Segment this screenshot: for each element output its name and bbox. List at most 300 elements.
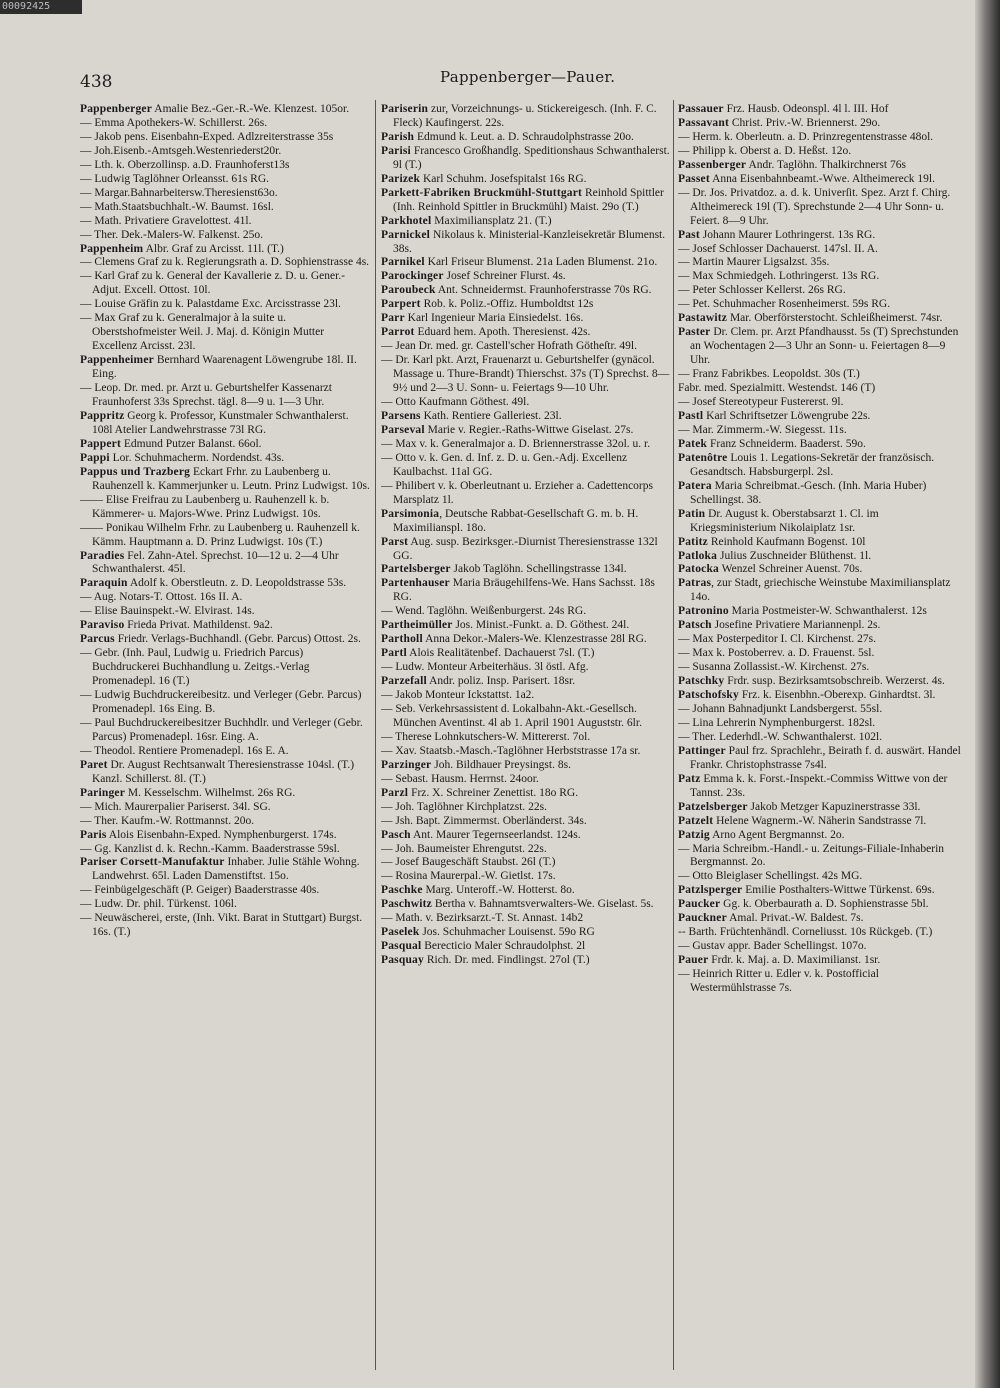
entry-details: Karl Schuhm. Josefspitalst 16s RG. bbox=[420, 172, 587, 185]
entry-details: — Otto Kaufmann Göthest. 49l. bbox=[381, 396, 530, 409]
entry-details: Julius Zuschneider Blüthenst. 1l. bbox=[717, 549, 872, 562]
entry-details: Josef Schreiner Flurst. 4s. bbox=[443, 270, 566, 283]
directory-entry bbox=[80, 550, 370, 578]
entry-details: Friedr. Verlags-Buchhandl. (Gebr. Parcus) Ottost. 2s. bbox=[114, 633, 361, 646]
entry-details: — Xav. Staatsb.-Masch.-Taglöhner Herbststrasse 17a sr. bbox=[381, 744, 641, 757]
entry-details: Frieda Privat. Mathildenst. 9a2. bbox=[124, 619, 273, 632]
directory-entry bbox=[678, 382, 966, 396]
entry-surname: Pappenberger bbox=[80, 103, 153, 115]
entry-surname: Patek bbox=[678, 437, 708, 450]
directory-entry bbox=[80, 633, 370, 647]
directory-entry bbox=[80, 717, 370, 745]
directory-entry bbox=[80, 787, 370, 801]
directory-entry bbox=[678, 912, 966, 926]
directory-entry bbox=[381, 759, 671, 773]
directory-entry bbox=[80, 229, 370, 243]
page-number: 438 bbox=[80, 72, 113, 92]
directory-entry bbox=[381, 563, 671, 577]
entry-surname: Paucker bbox=[678, 898, 721, 911]
directory-entry bbox=[678, 773, 966, 801]
directory-entry bbox=[381, 731, 671, 745]
entry-details: Rich. Dr. med. Findlingst. 27ol (T.) bbox=[423, 954, 590, 967]
entry-surname: Pariserin bbox=[381, 103, 429, 115]
directory-entry bbox=[381, 131, 671, 145]
entry-details: Edmund Putzer Balanst. 66ol. bbox=[121, 437, 262, 450]
directory-entry bbox=[678, 396, 966, 410]
entry-details: Helene Wagnerm.-W. Näherin Sandstrasse 7l. bbox=[713, 814, 927, 827]
directory-entry bbox=[80, 494, 370, 522]
entry-surname: Patzelsberger bbox=[678, 800, 748, 813]
entry-details: — Aug. Notars-T. Ottost. 16s II. A. bbox=[80, 591, 243, 604]
directory-entry bbox=[80, 856, 370, 884]
directory-column-1 bbox=[80, 103, 370, 1373]
entry-details: — Ther. Kaufm.-W. Rottmannst. 20o. bbox=[80, 814, 255, 827]
entry-surname: Passauer bbox=[678, 103, 724, 115]
entry-surname: Passavant bbox=[678, 116, 730, 129]
entry-details: Adolf k. Oberstleutn. z. D. Leopoldstrasse 53s. bbox=[127, 577, 347, 590]
entry-surname: Parnickel bbox=[381, 228, 431, 241]
directory-entry bbox=[80, 759, 370, 787]
entry-surname: Patronino bbox=[678, 605, 729, 618]
entry-details: Wenzel Schreiner Auenst. 70s. bbox=[719, 563, 863, 576]
directory-entry bbox=[678, 284, 966, 298]
entry-details: — Jakob pens. Eisenbahn-Exped. Adlzreiterstrasse 35s bbox=[80, 130, 334, 143]
entry-details: — Ludw. Dr. phil. Türkenst. 106l. bbox=[80, 898, 237, 911]
entry-details: Mar. Oberförsterstocht. Schleißheimerst. 74sr. bbox=[727, 312, 943, 325]
directory-entry bbox=[678, 563, 966, 577]
directory-entry bbox=[381, 829, 671, 843]
directory-entry bbox=[678, 926, 966, 940]
entry-details: Gg. k. Oberbaurath a. D. Sophienstrasse 5bl. bbox=[720, 898, 929, 911]
directory-entry bbox=[381, 884, 671, 898]
entry-details: — Dr. Karl pkt. Arzt, Frauenarzt u. Geburtshelfer (gynäcol. Massage u. Thure-Brandt) Thierschst. 37s (T) Sprechst. 8—9½ und 2—3 U. Sonn- u. Feiertags 9—10 Uhr. bbox=[381, 354, 670, 395]
entry-details: Lor. Schuhmacherm. Nordendst. 43s. bbox=[109, 451, 285, 464]
entry-surname: Pauckner bbox=[678, 912, 727, 925]
entry-surname: Patocka bbox=[678, 563, 720, 576]
directory-entry bbox=[678, 452, 966, 480]
entry-details: Dr. Clem. pr. Arzt Pfandhausst. 5s (T) Sprechstunden an Wochentagen 2—3 Uhr an Sonn- u. Feiertagen 8—9 Uhr. bbox=[690, 326, 959, 367]
entry-details: — Susanna Zollassist.-W. Kirchenst. 27s. bbox=[678, 661, 870, 674]
entry-details: Johann Maurer Lothringerst. 13s RG. bbox=[699, 228, 876, 241]
directory-entry bbox=[381, 940, 671, 954]
directory-entry bbox=[678, 898, 966, 912]
entry-details: — Peter Schlosser Kellerst. 26s RG. bbox=[678, 284, 846, 297]
entry-surname: Pappi bbox=[80, 451, 110, 464]
entry-details: Ant. Schneidermst. Fraunhoferstrasse 70s RG. bbox=[435, 284, 652, 297]
entry-details: Berecticio Maler Schraudolphst. 2l bbox=[421, 940, 586, 953]
entry-surname: Pappus und Trazberg bbox=[80, 465, 191, 478]
directory-entry bbox=[381, 452, 671, 480]
directory-entry bbox=[381, 856, 671, 870]
directory-entry bbox=[381, 256, 671, 270]
entry-surname: Paret bbox=[80, 758, 108, 771]
directory-entry bbox=[678, 298, 966, 312]
directory-entry bbox=[381, 773, 671, 787]
entry-surname: Paris bbox=[80, 828, 107, 841]
directory-entry bbox=[80, 270, 370, 298]
entry-details: Amalie Bez.-Ger.-R.-We. Klenzest. 105or. bbox=[152, 103, 350, 115]
directory-entry bbox=[678, 675, 966, 689]
directory-entry bbox=[678, 368, 966, 382]
directory-entry bbox=[381, 619, 671, 633]
entry-details: -- Barth. Früchtenhändl. Corneliusst. 10s Rückgeb. (T.) bbox=[678, 926, 933, 939]
entry-details: — Rosina Maurerpal.-W. Gietlst. 17s. bbox=[381, 870, 556, 883]
entry-details: — Clemens Graf zu k. Regierungsrath a. D. Sophienstrasse 4s. bbox=[80, 256, 370, 269]
entry-details: — Josef Stereotypeur Fustererst. 9l. bbox=[678, 396, 844, 409]
entry-details: Eckart Frhr. zu Laubenberg u. Rauhenzell k. Kammerjunker u. Leutn. Prinz Ludwigst. 10s. bbox=[92, 465, 370, 492]
entry-details: — Seb. Verkehrsassistent d. Lokalbahn-Akt.-Gesellsch. München Aventinst. 4l ab 1. April 1901 Auguststr. 6lr. bbox=[381, 702, 642, 729]
directory-entry bbox=[381, 396, 671, 410]
entry-details: — Max Graf zu k. Generalmajor à la suite u. Oberstshofmeister Weil. J. Maj. d. Königin Mutter Excellenz Arcisst. 23l. bbox=[80, 312, 325, 353]
directory-column-2 bbox=[381, 103, 671, 1373]
directory-entry bbox=[80, 898, 370, 912]
entry-surname: Pauer bbox=[678, 954, 709, 967]
directory-entry bbox=[80, 884, 370, 898]
entry-details: Maria Postmeister-W. Schwanthalerst. 12s bbox=[728, 605, 927, 618]
entry-details: , Deutsche Rabbat-Gesellschaft G. m. b. H. Maximilianspl. 18o. bbox=[393, 507, 639, 534]
entry-surname: Parpert bbox=[381, 298, 421, 311]
entry-details: —— Elise Freifrau zu Laubenberg u. Rauhenzell k. b. Kämmerer- u. Majors-Wwe. Prinz Ludwigst. 10s. bbox=[80, 493, 330, 520]
entry-details: Bernhard Waarenagent Löwengrube 18l. II. Eing. bbox=[92, 354, 357, 381]
entry-details: — Heinrich Ritter u. Edler v. k. Postofficial Westermühlstrasse 7s. bbox=[678, 968, 879, 995]
directory-entry bbox=[678, 145, 966, 159]
directory-entry bbox=[678, 256, 966, 270]
entry-surname: Parzinger bbox=[381, 758, 432, 771]
entry-surname: Pasch bbox=[381, 828, 411, 841]
entry-surname: Pasqual bbox=[381, 940, 422, 953]
entry-details: Paul frz. Sprachlehr., Beirath f. d. auswärt. Handel Frankr. Christophstrasse 7s4l. bbox=[690, 744, 961, 771]
directory-entry bbox=[80, 912, 370, 940]
entry-surname: Parsimonia bbox=[381, 507, 440, 520]
entry-details: Arno Agent Bergmannst. 2o. bbox=[709, 828, 845, 841]
entry-details: Maria Schreibmat.-Gesch. (Inh. Maria Huber) Schellingst. 38. bbox=[690, 479, 927, 506]
directory-entry bbox=[80, 745, 370, 759]
entry-surname: Patzlsperger bbox=[678, 884, 743, 897]
entry-surname: Patloka bbox=[678, 549, 718, 562]
entry-details: — Josef Baugeschäft Staubst. 26l (T.) bbox=[381, 856, 556, 869]
directory-entry bbox=[678, 605, 966, 619]
entry-details: Dr. August k. Oberstabsarzt 1. Cl. im Kriegsministerium Nikolaiplatz 1sr. bbox=[690, 507, 879, 534]
entry-surname: Parst bbox=[381, 535, 409, 548]
entry-surname: Paselek bbox=[381, 926, 420, 939]
directory-entry bbox=[678, 954, 966, 968]
entry-surname: Paster bbox=[678, 326, 711, 339]
entry-details: — Ther. Dek.-Malers-W. Falkenst. 25o. bbox=[80, 228, 264, 241]
entry-details: — Jakob Monteur Ickstattst. 1a2. bbox=[381, 689, 535, 702]
entry-surname: Partelsberger bbox=[381, 563, 451, 576]
entry-details: — Joh. Baumeister Ehrengutst. 22s. bbox=[381, 842, 547, 855]
directory-entry bbox=[678, 187, 966, 229]
entry-details: — Pet. Schuhmacher Rosenheimerst. 59s RG. bbox=[678, 298, 891, 311]
entry-surname: Pappritz bbox=[80, 409, 125, 422]
directory-entry bbox=[381, 312, 671, 326]
entry-surname: Parockinger bbox=[381, 270, 444, 283]
entry-details: — Gustav appr. Bader Schellingst. 107o. bbox=[678, 940, 867, 953]
entry-details: — Sebast. Hausm. Herrnst. 24oor. bbox=[381, 772, 539, 785]
directory-entry bbox=[80, 243, 370, 257]
directory-entry bbox=[381, 633, 671, 647]
directory-entry bbox=[678, 815, 966, 829]
directory-entry bbox=[381, 145, 671, 173]
directory-entry bbox=[381, 815, 671, 829]
directory-entry bbox=[80, 829, 370, 843]
entry-details: Reinhold Kaufmann Bogenst. 10l bbox=[707, 535, 866, 548]
entry-details: — Neuwäscherei, erste, (Inh. Vikt. Barat in Stuttgart) Burgst. 16s. (T.) bbox=[80, 912, 363, 939]
entry-details: Karl Friseur Blumenst. 21a Laden Blumenst. 21o. bbox=[424, 256, 658, 269]
entry-details: Frdr. susp. Bezirksamtsobschreib. Werzerst. 4s. bbox=[724, 675, 945, 688]
entry-details: Jakob Taglöhn. Schellingstrasse 134l. bbox=[450, 563, 627, 576]
entry-surname: Patschky bbox=[678, 675, 725, 688]
directory-entry bbox=[381, 103, 671, 131]
directory-entry bbox=[80, 187, 370, 201]
directory-entry bbox=[381, 215, 671, 229]
entry-surname: Partholl bbox=[381, 633, 423, 646]
directory-entry bbox=[381, 173, 671, 187]
entry-surname: Paschke bbox=[381, 884, 423, 897]
directory-entry bbox=[381, 340, 671, 354]
directory-entry bbox=[381, 870, 671, 884]
directory-entry bbox=[80, 201, 370, 215]
directory-entry bbox=[80, 591, 370, 605]
directory-entry bbox=[678, 717, 966, 731]
entry-details: Nikolaus k. Ministerial-Kanzleisekretär Blumenst. 38s. bbox=[393, 228, 666, 255]
entry-details: Reinhold Spittler (Inh. Reinhold Spittler in Bruckmühl) Maist. 29o (T.) bbox=[393, 186, 664, 213]
directory-entry bbox=[381, 508, 671, 536]
directory-entry bbox=[678, 843, 966, 871]
entry-details: — Ther. Lederhdl.-W. Schwanthalerst. 102l. bbox=[678, 730, 883, 743]
directory-entry bbox=[678, 689, 966, 703]
directory-entry bbox=[381, 284, 671, 298]
entry-details: Kath. Rentiere Galleriest. 23l. bbox=[420, 409, 562, 422]
entry-surname: Patschofsky bbox=[678, 689, 739, 702]
entry-details: — Joh.Eisenb.-Amtsgeh.Westenriederst20r. bbox=[80, 144, 282, 157]
entry-details: Albr. Graf zu Arcisst. 11l. (T.) bbox=[143, 242, 284, 255]
entry-details: Edmund k. Leut. a. D. Schraudolphstrasse 20o. bbox=[414, 130, 634, 143]
entry-details: — Philibert v. k. Oberleutnant u. Erzieher a. Cadettencorps Marsplatz 1l. bbox=[381, 479, 653, 506]
directory-entry bbox=[678, 131, 966, 145]
entry-details: Anna Eisenbahnbeamt.-Wwe. Altheimereck 19l. bbox=[709, 172, 935, 185]
entry-surname: Patzelt bbox=[678, 814, 714, 827]
directory-entry bbox=[678, 173, 966, 187]
entry-surname: Paraviso bbox=[80, 619, 125, 632]
entry-details: —— Ponikau Wilhelm Frhr. zu Laubenberg u. Rauhenzell k. Kämm. Hauptmann a. D. Prinz Ludwigst. 10s (T.) bbox=[80, 521, 360, 548]
entry-details: — Paul Buchdruckereibesitzer Buchhdlr. und Verleger (Gebr. Parcus) Promenadepl. 16sr. Eing. A. bbox=[80, 716, 363, 743]
entry-details: Inhaber. Julie Stähle Wohng. Landwehrst. 65l. Laden Damenstiftst. 15o. bbox=[92, 856, 360, 883]
entry-surname: Past bbox=[678, 228, 700, 241]
entry-surname: Parkhotel bbox=[381, 214, 432, 227]
entry-surname: Passenberger bbox=[678, 158, 747, 171]
entry-surname: Parcus bbox=[80, 633, 115, 646]
directory-entry bbox=[678, 550, 966, 564]
entry-details: Alois Eisenbahn-Exped. Nymphenburgerst. 174s. bbox=[106, 828, 337, 841]
entry-details: — Emma Apothekers-W. Schillerst. 26s. bbox=[80, 116, 268, 129]
entry-details: — Leop. Dr. med. pr. Arzt u. Geburtshelfer Kassenarzt Fraunhoferst 33s Sprechst. tägl. 8—9 u. 1—3 Uhr. bbox=[80, 382, 332, 409]
entry-details: Fel. Zahn-Atel. Sprechst. 10—12 u. 2—4 Uhr Schwanthalerst. 45l. bbox=[92, 549, 339, 576]
entry-details: — Josef Schlosser Dachauerst. 147sl. II. A. bbox=[678, 242, 878, 255]
directory-entry bbox=[381, 577, 671, 605]
entry-details: Marg. Unteroff.-W. Hotterst. 8o. bbox=[422, 884, 575, 897]
entry-details: Frz. X. Schreiner Zenettist. 18o RG. bbox=[408, 786, 579, 799]
entry-details: — Martin Maurer Ligsalzst. 35s. bbox=[678, 256, 830, 269]
entry-details: — Franz Fabrikbes. Leopoldst. 30s (T.) bbox=[678, 368, 860, 381]
directory-entry bbox=[80, 298, 370, 312]
directory-entry bbox=[381, 536, 671, 564]
entry-surname: Paroubeck bbox=[381, 284, 436, 297]
directory-entry bbox=[678, 633, 966, 647]
entry-surname: Pappert bbox=[80, 437, 122, 450]
entry-details: — Ludwig Buchdruckereibesitz. und Verleger (Gebr. Parcus) Promenadepl. 16s Eing. B. bbox=[80, 689, 362, 715]
directory-entry bbox=[381, 270, 671, 284]
entry-surname: Parnikel bbox=[381, 256, 425, 269]
directory-entry bbox=[381, 424, 671, 438]
column-divider bbox=[673, 100, 674, 1370]
directory-entry bbox=[678, 424, 966, 438]
directory-entry bbox=[678, 103, 966, 117]
directory-entry bbox=[381, 354, 671, 396]
directory-entry bbox=[80, 801, 370, 815]
entry-details: Dr. August Rechtsanwalt Theresienstrasse 104sl. (T.) Kanzl. Schillerst. 8l. (T.) bbox=[92, 758, 355, 785]
entry-details: — Wend. Taglöhn. Weißenburgerst. 24s RG. bbox=[381, 605, 587, 618]
entry-details: — Elise Bauinspekt.-W. Elvirast. 14s. bbox=[80, 605, 255, 618]
directory-entry bbox=[678, 508, 966, 536]
entry-details: Eduard hem. Apoth. Theresienst. 42s. bbox=[414, 326, 591, 339]
entry-surname: Parisi bbox=[381, 144, 411, 157]
entry-details: Maria Bräugehilfens-We. Hans Sachsst. 18s RG. bbox=[393, 577, 655, 604]
entry-details: — Dr. Jos. Privatdoz. a. d. k. Univerſit. Spez. Arzt f. Chirg. Altheimereck 19l (T). Sprechstunde 2—4 Uhr Sonn- u. Feiert. 8—9 Uhr. bbox=[678, 186, 951, 227]
directory-entry bbox=[678, 829, 966, 843]
entry-surname: Parrot bbox=[381, 326, 415, 339]
directory-entry bbox=[80, 145, 370, 159]
entry-surname: Parr bbox=[381, 312, 405, 325]
entry-details: Aug. susp. Bezirksger.-Diurnist Theresienstrasse 132l GG. bbox=[393, 535, 658, 562]
directory-entry bbox=[80, 131, 370, 145]
entry-surname: Paschwitz bbox=[381, 898, 432, 911]
entry-details: — Mich. Maurerpalier Pariserst. 34l. SG. bbox=[80, 800, 271, 813]
directory-entry bbox=[381, 926, 671, 940]
directory-entry bbox=[678, 661, 966, 675]
entry-surname: Parish bbox=[381, 130, 415, 143]
directory-entry bbox=[381, 298, 671, 312]
directory-entry bbox=[678, 801, 966, 815]
entry-details: Alois Realitätenbef. Dachauerst 7sl. (T.) bbox=[406, 647, 595, 660]
directory-entry bbox=[678, 312, 966, 326]
directory-entry bbox=[80, 522, 370, 550]
entry-details: — Karl Graf zu k. General der Kavallerie z. D. u. Gener.-Adjut. Excell. Ottost. 10l. bbox=[80, 270, 346, 297]
entry-details: Ant. Maurer Tegernseerlandst. 124s. bbox=[410, 828, 581, 841]
directory-entry bbox=[80, 689, 370, 717]
entry-details: — Johann Bahnadjunkt Landsbergerst. 55sl. bbox=[678, 702, 883, 715]
scan-id: 00092425 bbox=[0, 0, 82, 14]
directory-entry bbox=[678, 326, 966, 368]
entry-details: , zur Stadt, griechische Weinstube Maximiliansplatz 14o. bbox=[690, 577, 951, 604]
directory-entry bbox=[381, 954, 671, 968]
entry-surname: Patenôtre bbox=[678, 451, 728, 464]
directory-entry bbox=[381, 689, 671, 703]
directory-entry bbox=[678, 577, 966, 605]
entry-details: Amal. Privat.-W. Baldest. 7s. bbox=[726, 912, 864, 925]
directory-entry bbox=[678, 159, 966, 173]
directory-entry bbox=[678, 731, 966, 745]
entry-details: — Theodol. Rentiere Promenadepl. 16s E. A. bbox=[80, 744, 289, 757]
directory-entry bbox=[80, 312, 370, 354]
entry-details: Bertha v. Bahnamtsverwalters-We. Giselast. 5s. bbox=[431, 898, 654, 911]
entry-details: M. Kesselschm. Wilhelmst. 26s RG. bbox=[125, 786, 296, 799]
entry-surname: Paringer bbox=[80, 786, 126, 799]
directory-entry bbox=[381, 787, 671, 801]
entry-details: Emma k. k. Forst.-Inspekt.-Commiss Wittwe von der Tannst. 23s. bbox=[690, 772, 948, 799]
entry-surname: Pasquay bbox=[381, 954, 424, 967]
entry-surname: Pattinger bbox=[678, 744, 726, 757]
entry-details: — Max v. k. Generalmajor a. D. Briennerstrasse 32ol. u. r. bbox=[381, 437, 651, 450]
directory-entry bbox=[678, 884, 966, 898]
directory-entry bbox=[80, 452, 370, 466]
directory-entry bbox=[381, 745, 671, 759]
entry-details: Karl Schriftsetzer Löwengrube 22s. bbox=[703, 409, 871, 422]
entry-surname: Paraquin bbox=[80, 577, 128, 590]
entry-surname: Patera bbox=[678, 479, 712, 492]
directory-entry bbox=[381, 801, 671, 815]
entry-details: — Maria Schreibm.-Handl.- u. Zeitungs-Filiale-Inhaberin Bergmannst. 2o. bbox=[678, 842, 945, 869]
directory-entry bbox=[381, 187, 671, 215]
entry-surname: Passet bbox=[678, 172, 710, 185]
entry-surname: Parizek bbox=[381, 172, 421, 185]
directory-entry bbox=[381, 438, 671, 452]
entry-details: — Jsh. Bapt. Zimmermst. Oberländerst. 34s. bbox=[381, 814, 587, 827]
entry-details: Marie v. Regier.-Raths-Wittwe Giselast. 27s. bbox=[424, 423, 634, 436]
directory-entry bbox=[678, 243, 966, 257]
directory-entry bbox=[80, 410, 370, 438]
directory-entry bbox=[80, 605, 370, 619]
entry-details: Andr. Taglöhn. Thalkirchnerst 76s bbox=[746, 158, 906, 171]
entry-details: — Herm. k. Oberleutn. a. D. Prinzregentenstrasse 48ol. bbox=[678, 130, 934, 143]
entry-details: — Jean Dr. med. gr. Castell'scher Hofrath Götheſtr. 49l. bbox=[381, 340, 637, 353]
entry-details: — Ludwig Taglöhner Orleansst. 61s RG. bbox=[80, 172, 270, 185]
entry-surname: Patzig bbox=[678, 828, 710, 841]
entry-surname: Patsch bbox=[678, 619, 712, 632]
directory-entry bbox=[678, 619, 966, 633]
entry-surname: Partheimüller bbox=[381, 619, 453, 632]
directory-entry bbox=[678, 229, 966, 243]
entry-details: — Max Posterpeditor I. Cl. Kirchenst. 27s. bbox=[678, 633, 877, 646]
directory-entry bbox=[381, 410, 671, 424]
entry-details: — Math. v. Bezirksarzt.-T. St. Annast. 14b2 bbox=[381, 912, 584, 925]
directory-entry bbox=[381, 661, 671, 675]
directory-entry bbox=[80, 173, 370, 187]
directory-entry bbox=[381, 912, 671, 926]
entry-surname: Pastl bbox=[678, 409, 704, 422]
directory-entry bbox=[678, 968, 966, 996]
directory-entry bbox=[80, 619, 370, 633]
directory-entry bbox=[80, 438, 370, 452]
directory-entry bbox=[381, 480, 671, 508]
directory-entry bbox=[381, 326, 671, 340]
directory-column-3 bbox=[678, 103, 966, 1373]
entry-details: Louis 1. Legations-Sekretär der französisch. Gesandtsch. Habsburgerpl. 2sl. bbox=[690, 451, 935, 478]
entry-surname: Pappenheimer bbox=[80, 354, 154, 367]
directory-entry bbox=[80, 647, 370, 689]
entry-details: Maximiliansplatz 21. (T.) bbox=[431, 214, 552, 227]
directory-entry bbox=[80, 103, 370, 117]
entry-surname: Parzefall bbox=[381, 675, 427, 688]
entry-details: Rob. k. Poliz.-Offiz. Humboldtst 12s bbox=[420, 298, 594, 311]
entry-details: Karl Ingenieur Maria Einsiedelst. 16s. bbox=[404, 312, 584, 325]
directory-entry bbox=[80, 466, 370, 494]
directory-entry bbox=[80, 382, 370, 410]
entry-surname: Patitz bbox=[678, 535, 708, 548]
entry-surname: Parsens bbox=[381, 409, 421, 422]
directory-entry bbox=[80, 843, 370, 857]
entry-details: — Louise Gräfin zu k. Palastdame Exc. Arcisstrasse 23l. bbox=[80, 298, 341, 311]
